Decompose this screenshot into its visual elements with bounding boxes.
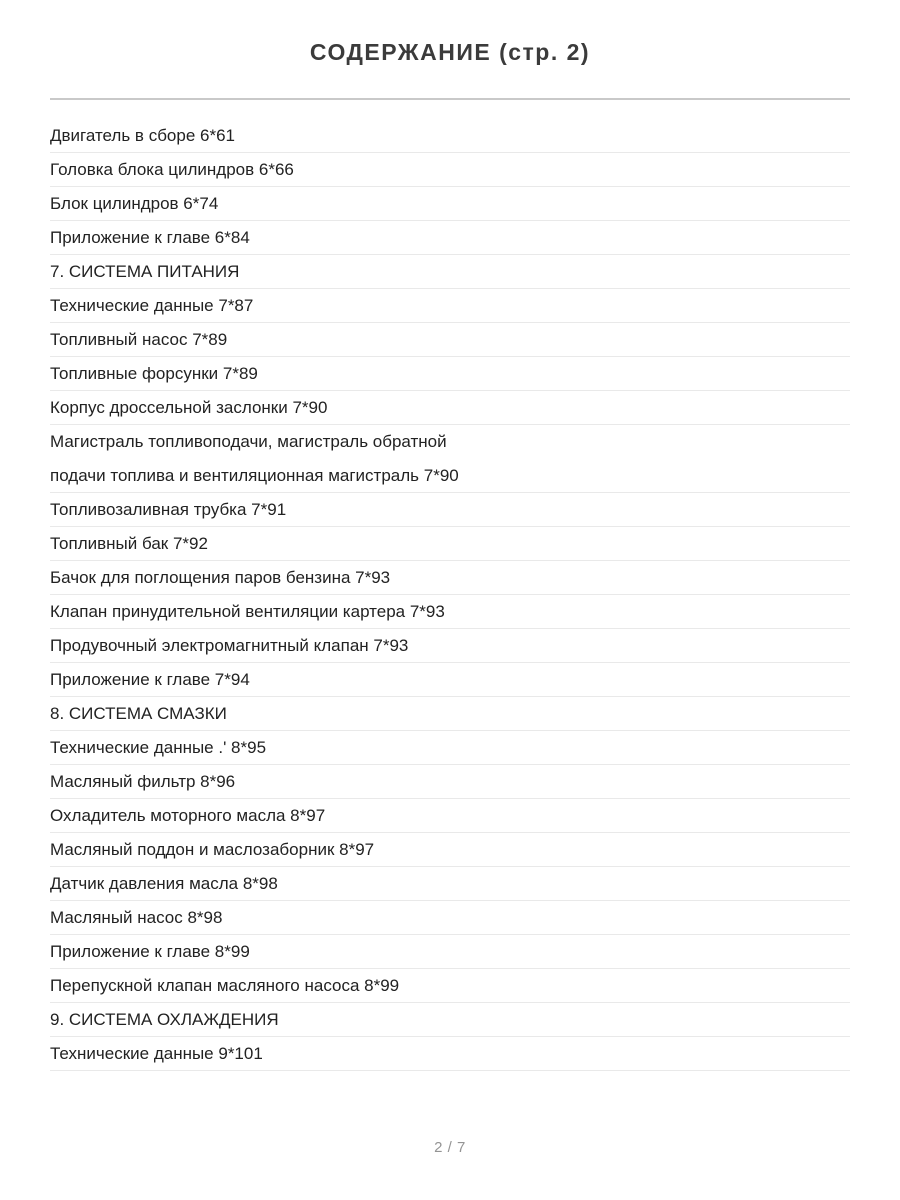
toc-row-text: Клапан принудительной вентиляции картера 7*93	[50, 602, 445, 621]
toc-row	[50, 833, 850, 867]
toc-row-text: Приложение к главе 8*99	[50, 942, 250, 961]
toc-row-text: подачи топлива и вентиляционная магистраль 7*90	[50, 466, 459, 485]
toc-row	[50, 357, 850, 391]
toc-row-text: Топливный насос 7*89	[50, 330, 228, 349]
toc-row-text: Датчик давления масла 8*98	[50, 874, 278, 893]
toc-row	[50, 323, 850, 357]
toc-row-text: Магистраль топливоподачи, магистраль обратной	[50, 432, 447, 451]
toc-row-text: Перепускной клапан масляного насоса 8*99	[50, 976, 400, 995]
toc-row	[50, 595, 850, 629]
toc-row-text: 7. СИСТЕМА ПИТАНИЯ	[50, 262, 240, 281]
toc-row-text: Технические данные 9*101	[50, 1044, 263, 1063]
title-divider-rule	[50, 98, 850, 100]
toc-row-text: Топливный бак 7*92	[50, 534, 208, 553]
toc-row-text: Продувочный электромагнитный клапан 7*93	[50, 636, 409, 655]
toc-row	[50, 629, 850, 663]
toc-row-text: 8. СИСТЕМА СМАЗКИ	[50, 704, 227, 723]
toc-row	[50, 901, 850, 935]
toc-row	[50, 153, 850, 187]
toc-row-text: Технические данные .' 8*95	[50, 738, 267, 757]
toc-section-header	[50, 697, 850, 731]
toc-row	[50, 731, 850, 765]
toc-row	[50, 425, 850, 459]
toc-row-text: Охладитель моторного масла 8*97	[50, 806, 326, 825]
toc-row	[50, 799, 850, 833]
toc-row	[50, 969, 850, 1003]
toc-row-text: Бачок для поглощения паров бензина 7*93	[50, 568, 391, 587]
toc-row	[50, 935, 850, 969]
toc-row-text: Технические данные 7*87	[50, 296, 254, 315]
toc-row-text: 9. СИСТЕМА ОХЛАЖДЕНИЯ	[50, 1010, 279, 1029]
toc-row-text: Корпус дроссельной заслонки 7*90	[50, 398, 328, 417]
toc-row	[50, 765, 850, 799]
toc-row	[50, 289, 850, 323]
toc-row-text: Приложение к главе 7*94	[50, 670, 250, 689]
toc-row	[50, 867, 850, 901]
toc-row-text: Блок цилиндров 6*74	[50, 194, 219, 213]
toc-row	[50, 527, 850, 561]
toc-row-text: Топливозаливная трубка 7*91	[50, 500, 287, 519]
toc-row-text: Масляный фильтр 8*96	[50, 772, 236, 791]
toc-row	[50, 391, 850, 425]
toc-row-text: Двигатель в сборе 6*61	[50, 126, 235, 145]
toc-row	[50, 493, 850, 527]
page-number-indicator: 2 / 7	[434, 1139, 466, 1156]
toc-row-text: Масляный насос 8*98	[50, 908, 223, 927]
toc-row	[50, 221, 850, 255]
toc-row	[50, 119, 850, 153]
toc-row	[50, 187, 850, 221]
toc-row-text: Масляный поддон и маслозаборник 8*97	[50, 840, 375, 859]
toc-list	[50, 119, 850, 1071]
toc-row-text: Топливные форсунки 7*89	[50, 364, 258, 383]
toc-row	[50, 561, 850, 595]
page-title: СОДЕРЖАНИЕ (стр. 2)	[309, 39, 591, 65]
toc-row	[50, 459, 850, 493]
toc-row-text: Приложение к главе 6*84	[50, 228, 250, 247]
toc-section-header	[50, 255, 850, 289]
toc-row	[50, 1037, 850, 1071]
toc-section-header	[50, 1003, 850, 1037]
toc-row	[50, 663, 850, 697]
toc-row-text: Головка блока цилиндров 6*66	[50, 160, 294, 179]
